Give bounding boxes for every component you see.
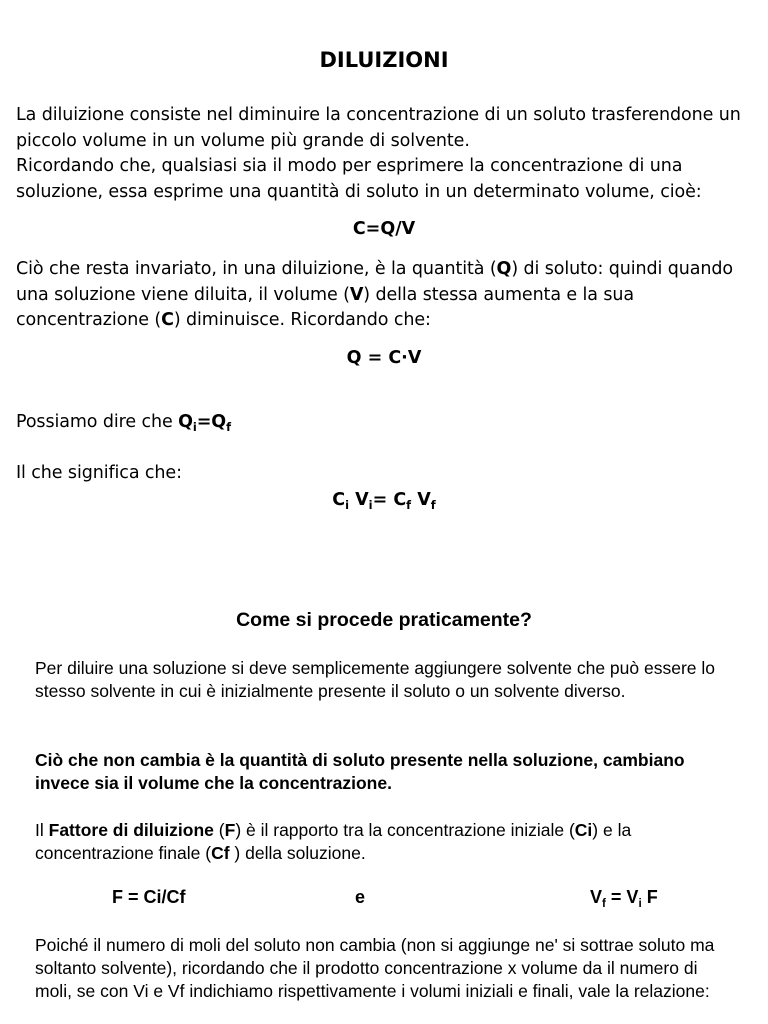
formula-c-q-v: C=Q/V	[352, 219, 416, 239]
formula-f-ci-cf: F = Ci/Cf	[112, 887, 186, 907]
v-symbol: V	[349, 284, 364, 305]
qi-qf-formula: $Q_i=Q_f$	[178, 412, 231, 434]
intro-text-2: Ricordando che, qualsiasi sia il modo per esprimere la concentrazione di una soluzione, essa esprime una quantità di soluto in un determinato volume, cioè:	[16, 156, 702, 202]
c-symbol: C	[161, 310, 174, 330]
q-symbol: Q	[496, 259, 512, 279]
formula-q-cv: Q = C·V	[346, 348, 422, 368]
significa-line: Il che significa che:	[16, 463, 182, 483]
key-point-paragraph: Ciò che non cambia è la quantità di soluto presente nella soluzione, cambiano invece sia il volume che la concentrazione.	[35, 750, 685, 793]
procedure-paragraph: Per diluire una soluzione si deve semplicemente aggiungere solvente che può essere lo stesso solvente in cui è inizialmente presente il soluto o un solvente diverso.	[35, 658, 715, 701]
intro-paragraph	[16, 103, 756, 205]
invariant-paragraph: Ciò che resta invariato, in una diluizione, è la quantità (Q) di soluto: quindi quando una soluzione viene diluita, il volume (V) della stessa aumenta e la sua concentrazione (C) diminuisce. Ricordando che:	[16, 259, 733, 330]
section-heading: Come si procede praticamente?	[236, 609, 532, 631]
fattore-term: Fattore di diluizione	[48, 820, 214, 840]
formula-vf-vi-f: $V_f = V_i$ F	[590, 887, 658, 911]
possiamo-line: Possiamo dire che $Q_i=Q_f$	[16, 412, 231, 434]
conclusion-paragraph: Poiché il numero di moli del soluto non cambia (non si aggiunge ne' si sottrae soluto ma soltanto solvente), ricordando che il prodotto concentrazione x volume da il numero di moli, se con Vi e Vf indichiamo rispettivamente i volumi iniziali e finali, vale la relazione:	[35, 935, 715, 1001]
fattore-paragraph: Il Fattore di diluizione (F) è il rapporto tra la concentrazione iniziale (Ci) e la concentrazione finale (Cf ) della soluzione.	[35, 820, 632, 863]
formula-and: e	[355, 887, 366, 907]
formula-civi-cfvf: $C_i$ $V_i= C_f$ $V_f$	[332, 490, 436, 512]
intro-text-1: La diluizione consiste nel diminuire la concentrazione di un soluto trasferendone un piccolo volume in un volume più grande di solvente.	[16, 105, 741, 151]
page-title: DILUIZIONI	[319, 48, 449, 72]
